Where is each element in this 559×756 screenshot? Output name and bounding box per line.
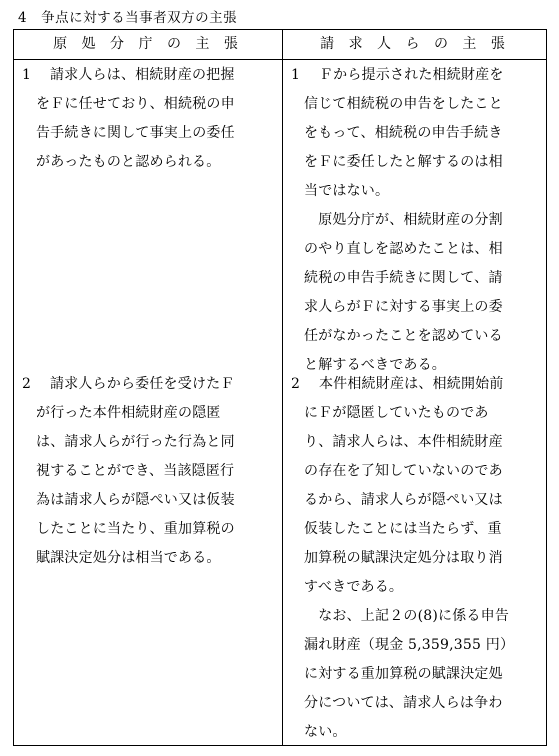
text-line: 1 Ｆから提示された相続財産を xyxy=(291,67,504,83)
text-line: 仮装したことには当たらず、重 xyxy=(304,521,502,537)
text-line: 続税の申告手続きに関して、請 xyxy=(304,270,503,286)
text-line: 加算税の賦課決定処分は取り消 xyxy=(304,550,503,566)
text-line: 信じて相続税の申告をしたこと xyxy=(304,96,503,112)
text-line: 原処分庁が、相続財産の分割 xyxy=(304,212,503,228)
text-line: 為は請求人らが隠ぺい又は仮装 xyxy=(36,492,235,508)
text-line: にＦが隠匿していたものであ xyxy=(304,405,489,421)
text-line: が行った本件相続財産の隠匿 xyxy=(36,405,221,421)
text-line: 求人らがＦに対する事実上の委 xyxy=(304,299,503,315)
text-line: すべきである。 xyxy=(304,579,404,595)
claims-table xyxy=(13,29,547,746)
column-header-claimants: 請 求 人 ら の 主 張 xyxy=(320,36,510,52)
text-line: 任がなかったことを認めている xyxy=(304,328,503,344)
text-line: をＦに任せており、相続税の申 xyxy=(36,96,235,112)
text-line: 2 本件相続財産は、相続開始前 xyxy=(291,376,504,392)
text-line: したことに当たり、重加算税の xyxy=(36,521,235,537)
text-line: 2 請求人らから委任を受けたＦ xyxy=(22,376,235,392)
text-line: 1 請求人らは、相続財産の把握 xyxy=(22,67,235,83)
text-line: をもって、相続税の申告手続き xyxy=(304,125,503,141)
text-line: と解するべきである。 xyxy=(304,357,446,373)
text-line: ない。 xyxy=(304,724,347,740)
text-line: なお、上記２の(8)に係る申告 xyxy=(304,608,510,624)
text-line: は、請求人らが行った行為と同 xyxy=(36,434,235,450)
text-line: 当ではない。 xyxy=(304,183,390,199)
text-line: り、請求人らは、本件相続財産 xyxy=(304,434,503,450)
text-line: 賦課決定処分は相当である。 xyxy=(36,550,221,566)
column-header-tax-office: 原 処 分 庁 の 主 張 xyxy=(53,36,243,52)
text-line: をＦに委任したと解するのは相 xyxy=(304,154,503,170)
header-divider xyxy=(14,59,546,60)
text-line: 分については、請求人らは争わ xyxy=(304,695,503,711)
text-line: 視することができ、当該隠匿行 xyxy=(36,463,235,479)
text-line: があったものと認められる。 xyxy=(36,154,221,170)
text-line: の存在を了知していないのであ xyxy=(304,463,503,479)
text-line: 漏れ財産（現金 5,359,355 円） xyxy=(304,637,515,653)
text-line: のやり直しを認めたことは、相 xyxy=(304,241,503,257)
text-line: に対する重加算税の賦課決定処 xyxy=(304,666,503,682)
section-heading: 4 争点に対する当事者双方の主張 xyxy=(18,10,238,26)
text-line: るから、請求人らが隠ぺい又は xyxy=(304,492,503,508)
text-line: 告手続きに関して事実上の委任 xyxy=(36,125,235,141)
column-divider xyxy=(282,30,283,745)
